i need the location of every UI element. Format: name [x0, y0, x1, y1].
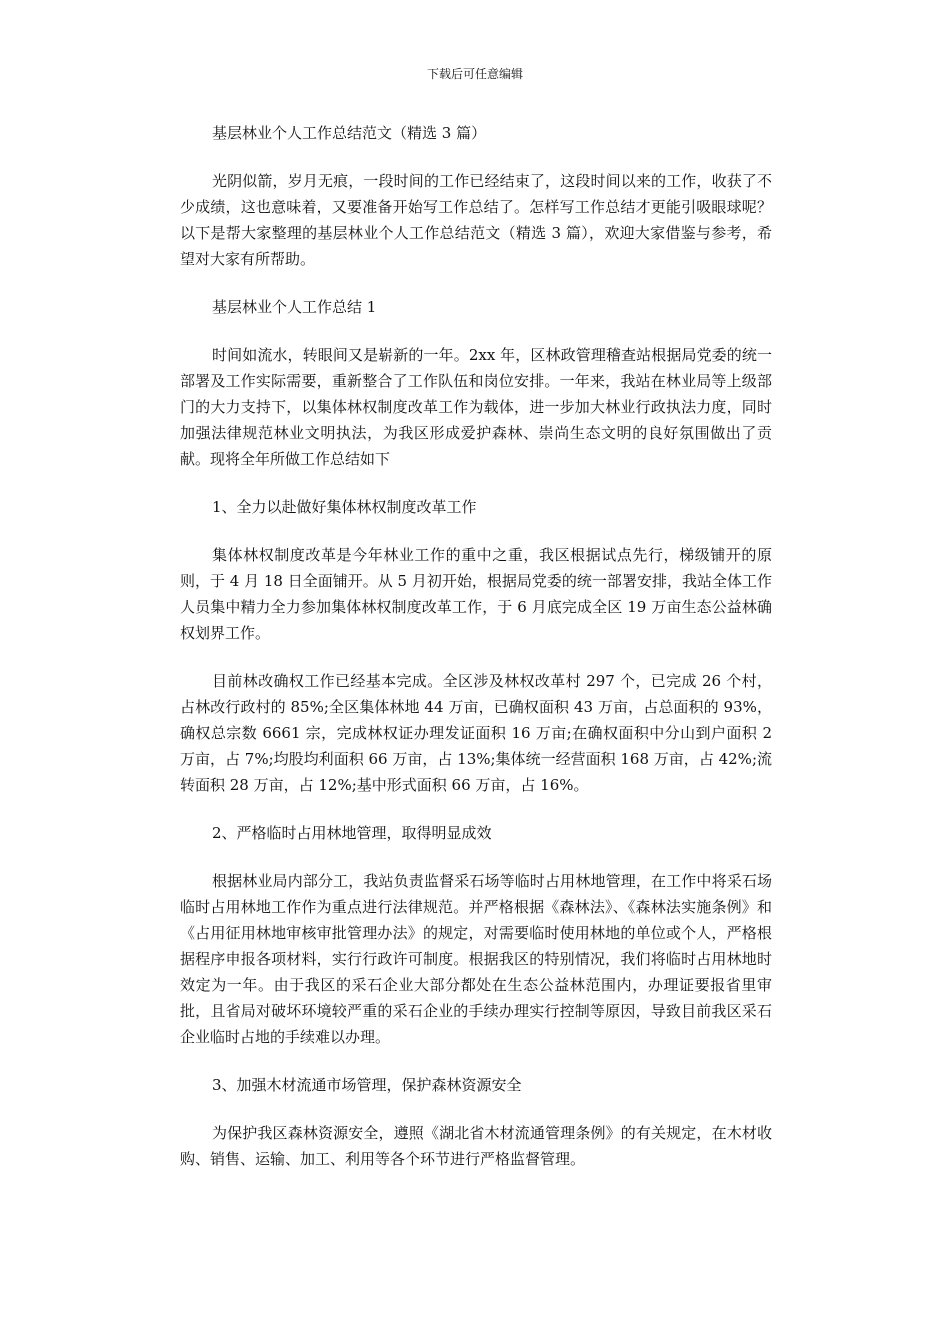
document-title: 基层林业个人工作总结范文（精选 3 篇）: [212, 124, 487, 142]
document-body: [180, 120, 772, 1194]
summary-subtitle: 基层林业个人工作总结 1: [212, 298, 377, 316]
section-heading-2: 2、严格临时占用林地管理，取得明显成效: [212, 824, 492, 842]
paragraph-reform: 集体林权制度改革是今年林业工作的重中之重，我区根据试点先行，梯级铺开的原则，于 4 月 18 日全面铺开。从 5 月初开始，根据局党委的统一部署安排，我站全体工作人员集中精力全力参加集体林权制度改革工作，于 6 月底完成全区 19 万亩生态公益林确权划界工作。: [180, 546, 772, 642]
paragraph-overview: 时间如流水，转眼间又是崭新的一年。2xx 年，区林政管理稽查站根据局党委的统一部署及工作实际需要，重新整合了工作队伍和岗位安排。一年来，我站在林业局等上级部门的大力支持下，以集体林权制度改革工作为载体，进一步加大林业行政执法力度，同时加强法律规范林业文明执法，为我区形成爱护森林、崇尚生态文明的良好氛围做出了贡献。现将全年所做工作总结如下: [180, 346, 772, 468]
section-heading-3: 3、加强木材流通市场管理，保护森林资源安全: [212, 1076, 522, 1094]
paragraph-land-management: 根据林业局内部分工，我站负责监督采石场等临时占用林地管理，在工作中将采石场临时占用林地工作作为重点进行法律规范。并严格根据《森林法》、《森林法实施条例》和《占用征用林地审核审批管理办法》的规定，对需要临时使用林地的单位或个人，严格根据程序申报各项材料，实行行政许可制度。根据我区的特别情况，我们将临时占用林地时效定为一年。由于我区的采石企业大部分都处在生态公益林范围内，办理证要报省里审批，且省局对破坏环境较严重的采石企业的手续办理实行控制等原因，导致目前我区采石企业临时占地的手续难以办理。: [180, 872, 772, 1046]
paragraph-timber-market: 为保护我区森林资源安全，遵照《湖北省木材流通管理条例》的有关规定，在木材收购、销售、运输、加工、利用等各个环节进行严格监督管理。: [180, 1124, 772, 1168]
intro-paragraph: 光阴似箭，岁月无痕，一段时间的工作已经结束了，这段时间以来的工作，收获了不少成绩，这也意味着，又要准备开始写工作总结了。怎样写工作总结才更能引吸眼球呢？以下是帮大家整理的基层林业个人工作总结范文（精选 3 篇），欢迎大家借鉴与参考，希望对大家有所帮助。: [180, 172, 772, 268]
paragraph-statistics: 目前林改确权工作已经基本完成。全区涉及林权改革村 297 个，已完成 26 个村，占林改行政村的 85%;全区集体林地 44 万亩，已确权面积 43 万亩，占总面积的 93%，确权总宗数 6661 宗，完成林权证办理发证面积 16 万亩;在确权面积中分山到户面积 2 万亩，占 7%;均股均利面积 66 万亩，占 13%;集体统一经营面积 168 万亩，占 42%;流转面积 28 万亩，占 12%;基中形式面积 66 万亩，占 16%。: [180, 672, 772, 794]
page-header: 下载后可任意编辑: [426, 67, 523, 81]
section-heading-1: 1、全力以赴做好集体林权制度改革工作: [212, 498, 477, 516]
